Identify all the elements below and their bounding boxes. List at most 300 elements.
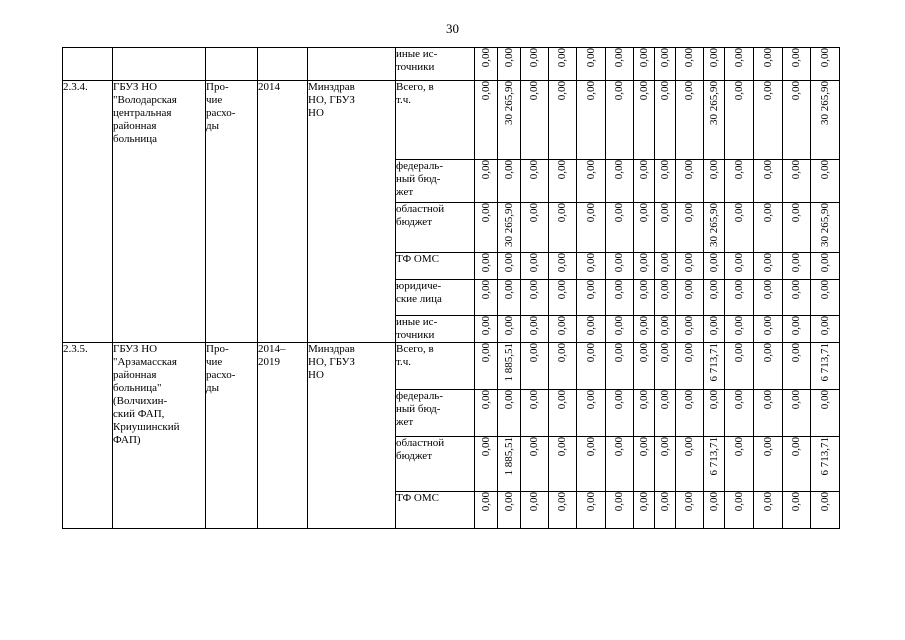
amount-value: 0,00 <box>707 253 720 273</box>
amount-cell <box>521 390 549 437</box>
amount-cell <box>754 203 783 253</box>
amount-value: 0,00 <box>637 437 650 457</box>
amount-value: 0,00 <box>707 492 720 512</box>
amount-value: 0,00 <box>732 316 745 336</box>
expense-type <box>206 48 258 81</box>
amount-cell <box>704 437 725 492</box>
amount-cell <box>783 81 811 160</box>
amount-value: 0,00 <box>479 437 492 457</box>
amount-cell <box>783 343 811 390</box>
amount-cell <box>811 437 840 492</box>
amount-value: 0,00 <box>658 437 671 457</box>
amount-value: 0,00 <box>658 81 671 101</box>
executor-name <box>308 48 396 81</box>
amount-value: 0,00 <box>732 203 745 223</box>
amount-value: 30 265,90 <box>707 203 720 247</box>
amount-value: 0,00 <box>658 343 671 363</box>
amount-value: 0,00 <box>556 81 568 101</box>
amount-cell <box>725 160 754 203</box>
amount-value: 30 265,90 <box>502 203 515 247</box>
amount-cell <box>577 492 606 529</box>
amount-cell <box>475 492 498 529</box>
amount-value: 0,00 <box>584 81 597 101</box>
amount-value: 0,00 <box>790 81 802 101</box>
amount-cell <box>783 390 811 437</box>
amount-value: 0,00 <box>761 160 774 180</box>
amount-cell <box>606 280 634 316</box>
amount-cell <box>498 203 521 253</box>
amount-value: 0,00 <box>637 81 650 101</box>
amount-cell <box>634 437 655 492</box>
amount-value: 1 885,51 <box>502 437 515 476</box>
amount-cell <box>811 160 840 203</box>
amount-value: 0,00 <box>637 203 650 223</box>
amount-cell <box>549 48 577 81</box>
amount-cell <box>655 280 676 316</box>
amount-cell <box>655 48 676 81</box>
amount-cell <box>634 316 655 343</box>
amount-cell <box>606 316 634 343</box>
amount-cell <box>549 343 577 390</box>
amount-value: 0,00 <box>683 280 695 300</box>
amount-value: 0,00 <box>732 492 745 512</box>
amount-cell <box>577 280 606 316</box>
amount-value: 0,00 <box>479 48 492 68</box>
amount-cell <box>521 316 549 343</box>
amount-cell <box>549 437 577 492</box>
amount-value: 0,00 <box>528 253 540 273</box>
amount-value: 0,00 <box>479 280 492 300</box>
amount-value: 0,00 <box>637 390 650 410</box>
amount-value: 0,00 <box>790 48 802 68</box>
amount-value: 0,00 <box>613 253 625 273</box>
funding-source: иные ис- точники <box>396 48 475 81</box>
amount-cell <box>676 390 704 437</box>
amount-value: 0,00 <box>613 316 625 336</box>
amount-cell <box>634 492 655 529</box>
amount-cell <box>577 390 606 437</box>
amount-value: 0,00 <box>790 253 802 273</box>
amount-value: 0,00 <box>584 437 597 457</box>
amount-cell <box>521 280 549 316</box>
institution-name <box>113 48 206 81</box>
amount-cell <box>498 280 521 316</box>
amount-cell <box>634 253 655 280</box>
amount-value: 0,00 <box>658 280 671 300</box>
amount-value: 0,00 <box>683 390 695 410</box>
amount-value: 0,00 <box>707 48 720 68</box>
amount-cell <box>725 253 754 280</box>
amount-cell <box>549 160 577 203</box>
amount-cell <box>655 81 676 160</box>
amount-value: 0,00 <box>556 48 568 68</box>
amount-cell <box>676 203 704 253</box>
amount-cell <box>655 390 676 437</box>
amount-cell <box>676 253 704 280</box>
amount-value: 0,00 <box>707 280 720 300</box>
amount-cell <box>475 343 498 390</box>
amount-cell <box>754 48 783 81</box>
amount-value: 0,00 <box>732 280 745 300</box>
amount-value: 0,00 <box>613 437 625 457</box>
funding-source: ТФ ОМС <box>396 253 475 280</box>
executor-name: Минздрав НО, ГБУЗ НО <box>308 81 396 343</box>
amount-cell <box>704 492 725 529</box>
amount-value: 0,00 <box>479 203 492 223</box>
funding-source: юридиче- ские лица <box>396 280 475 316</box>
amount-value: 0,00 <box>479 492 492 512</box>
funding-source: Всего, в т.ч. <box>396 343 475 390</box>
amount-value: 0,00 <box>528 492 540 512</box>
amount-cell <box>676 492 704 529</box>
table-row <box>63 48 840 81</box>
amount-value: 0,00 <box>761 203 774 223</box>
amount-value: 0,00 <box>790 160 802 180</box>
amount-value: 0,00 <box>613 343 625 363</box>
amount-cell <box>549 81 577 160</box>
amount-value: 30 265,90 <box>502 81 515 125</box>
amount-cell <box>783 48 811 81</box>
funding-source: иные ис- точники <box>396 316 475 343</box>
amount-cell <box>754 316 783 343</box>
amount-cell <box>549 253 577 280</box>
amount-cell <box>577 160 606 203</box>
amount-value: 0,00 <box>790 203 802 223</box>
funding-source: областной бюджет <box>396 437 475 492</box>
amount-value: 0,00 <box>658 48 671 68</box>
amount-cell <box>606 48 634 81</box>
amount-value: 0,00 <box>790 316 802 336</box>
amount-value: 30 265,90 <box>707 81 720 125</box>
amount-value: 0,00 <box>683 203 695 223</box>
amount-cell <box>577 316 606 343</box>
amount-cell <box>521 81 549 160</box>
amount-cell <box>606 390 634 437</box>
amount-cell <box>655 437 676 492</box>
amount-value: 0,00 <box>790 280 802 300</box>
amount-value: 0,00 <box>761 48 774 68</box>
amount-value: 0,00 <box>502 316 515 336</box>
amount-value: 0,00 <box>502 48 515 68</box>
amount-value: 0,00 <box>613 81 625 101</box>
amount-value: 0,00 <box>732 343 745 363</box>
amount-value: 0,00 <box>528 81 540 101</box>
amount-cell <box>606 160 634 203</box>
amount-cell <box>634 160 655 203</box>
amount-cell <box>655 343 676 390</box>
amount-cell <box>655 492 676 529</box>
amount-cell <box>549 492 577 529</box>
amount-value: 0,00 <box>818 253 831 273</box>
amount-value: 0,00 <box>584 492 597 512</box>
amount-cell <box>498 492 521 529</box>
amount-cell <box>754 437 783 492</box>
amount-cell <box>498 390 521 437</box>
amount-value: 0,00 <box>584 316 597 336</box>
amount-value: 0,00 <box>528 280 540 300</box>
amount-value: 6 713,71 <box>818 343 831 382</box>
amount-value: 0,00 <box>528 48 540 68</box>
amount-cell <box>475 203 498 253</box>
amount-value: 0,00 <box>613 280 625 300</box>
funding-source: Всего, в т.ч. <box>396 81 475 160</box>
amount-value: 0,00 <box>683 437 695 457</box>
amount-cell <box>634 203 655 253</box>
amount-value: 0,00 <box>818 390 831 410</box>
amount-value: 0,00 <box>556 253 568 273</box>
amount-value: 0,00 <box>761 316 774 336</box>
amount-cell <box>704 203 725 253</box>
amount-cell <box>521 437 549 492</box>
amount-value: 0,00 <box>683 81 695 101</box>
amount-cell <box>754 492 783 529</box>
amount-value: 0,00 <box>556 492 568 512</box>
amount-value: 0,00 <box>584 343 597 363</box>
amount-cell <box>521 343 549 390</box>
amount-value: 0,00 <box>818 492 831 512</box>
amount-value: 0,00 <box>528 390 540 410</box>
amount-cell <box>676 316 704 343</box>
amount-value: 0,00 <box>761 81 774 101</box>
amount-cell <box>704 390 725 437</box>
amount-value: 0,00 <box>707 160 720 180</box>
amount-cell <box>704 160 725 203</box>
amount-cell <box>577 48 606 81</box>
amount-cell <box>783 437 811 492</box>
amount-cell <box>577 253 606 280</box>
amount-value: 0,00 <box>732 160 745 180</box>
amount-cell <box>549 280 577 316</box>
amount-cell <box>754 280 783 316</box>
amount-cell <box>606 253 634 280</box>
amount-cell <box>676 280 704 316</box>
amount-cell <box>754 160 783 203</box>
amount-value: 0,00 <box>658 492 671 512</box>
amount-value: 0,00 <box>658 203 671 223</box>
amount-value: 0,00 <box>761 280 774 300</box>
amount-value: 0,00 <box>732 81 745 101</box>
amount-cell <box>725 316 754 343</box>
amount-cell <box>676 437 704 492</box>
amount-cell <box>783 253 811 280</box>
amount-value: 0,00 <box>761 343 774 363</box>
funding-source: федераль- ный бюд- жет <box>396 390 475 437</box>
amount-cell <box>606 203 634 253</box>
amount-value: 0,00 <box>683 253 695 273</box>
amount-cell <box>577 203 606 253</box>
amount-value: 0,00 <box>613 492 625 512</box>
amount-value: 0,00 <box>818 316 831 336</box>
amount-value: 0,00 <box>732 48 745 68</box>
amount-value: 0,00 <box>761 437 774 457</box>
amount-value: 0,00 <box>658 160 671 180</box>
amount-cell <box>475 253 498 280</box>
project-years: 2014 <box>258 81 308 343</box>
amount-value: 0,00 <box>613 203 625 223</box>
amount-cell <box>577 437 606 492</box>
project-years <box>258 48 308 81</box>
amount-value: 0,00 <box>556 437 568 457</box>
amount-value: 0,00 <box>502 280 515 300</box>
amount-cell <box>498 48 521 81</box>
amount-cell <box>704 81 725 160</box>
amount-value: 0,00 <box>528 316 540 336</box>
amount-cell <box>634 343 655 390</box>
amount-value: 0,00 <box>584 280 597 300</box>
project-years: 2014– 2019 <box>258 343 308 529</box>
amount-cell <box>475 81 498 160</box>
amount-value: 0,00 <box>613 390 625 410</box>
funding-source: федераль- ный бюд- жет <box>396 160 475 203</box>
amount-cell <box>521 253 549 280</box>
amount-cell <box>606 81 634 160</box>
amount-cell <box>725 48 754 81</box>
amount-cell <box>634 81 655 160</box>
amount-value: 0,00 <box>556 203 568 223</box>
amount-value: 0,00 <box>479 160 492 180</box>
amount-cell <box>725 203 754 253</box>
amount-value: 0,00 <box>556 343 568 363</box>
amount-cell <box>549 390 577 437</box>
amount-value: 0,00 <box>707 390 720 410</box>
amount-cell <box>498 160 521 203</box>
institution-name: ГБУЗ НО "Володарская центральная районная больница <box>113 81 206 343</box>
amount-cell <box>783 316 811 343</box>
amount-value: 0,00 <box>613 48 625 68</box>
amount-cell <box>634 390 655 437</box>
amount-cell <box>676 160 704 203</box>
expense-type: Про- чие расхо- ды <box>206 343 258 529</box>
amount-cell <box>475 160 498 203</box>
amount-cell <box>725 492 754 529</box>
amount-value: 0,00 <box>683 492 695 512</box>
project-number: 2.3.5. <box>63 343 113 529</box>
amount-value: 0,00 <box>502 253 515 273</box>
amount-value: 0,00 <box>528 160 540 180</box>
amount-value: 6 713,71 <box>707 343 720 382</box>
amount-cell <box>498 437 521 492</box>
amount-cell <box>704 280 725 316</box>
amount-value: 0,00 <box>556 160 568 180</box>
amount-cell <box>811 203 840 253</box>
executor-name: Минздрав НО, ГБУЗ НО <box>308 343 396 529</box>
amount-value: 0,00 <box>683 160 695 180</box>
amount-cell <box>655 253 676 280</box>
amount-cell <box>475 316 498 343</box>
amount-cell <box>475 437 498 492</box>
amount-value: 0,00 <box>528 437 540 457</box>
amount-cell <box>783 492 811 529</box>
amount-cell <box>704 343 725 390</box>
amount-value: 0,00 <box>637 316 650 336</box>
amount-cell <box>811 343 840 390</box>
amount-cell <box>549 316 577 343</box>
amount-cell <box>811 48 840 81</box>
amount-cell <box>634 48 655 81</box>
amount-value: 0,00 <box>479 390 492 410</box>
table-row <box>63 343 840 390</box>
amount-cell <box>704 253 725 280</box>
amount-value: 0,00 <box>502 160 515 180</box>
amount-value: 0,00 <box>479 253 492 273</box>
amount-value: 0,00 <box>761 390 774 410</box>
amount-value: 0,00 <box>613 160 625 180</box>
amount-cell <box>783 203 811 253</box>
amount-value: 0,00 <box>790 492 802 512</box>
amount-cell <box>577 343 606 390</box>
amount-value: 0,00 <box>658 316 671 336</box>
institution-name: ГБУЗ НО "Арзамасская районная больница" (Волчихин- ский ФАП, Криушинский ФАП) <box>113 343 206 529</box>
amount-value: 0,00 <box>683 316 695 336</box>
amount-value: 0,00 <box>479 316 492 336</box>
amount-cell <box>549 203 577 253</box>
amount-value: 0,00 <box>818 48 831 68</box>
amount-cell <box>655 203 676 253</box>
amount-value: 0,00 <box>479 81 492 101</box>
amount-cell <box>783 280 811 316</box>
amount-value: 1 885,51 <box>502 343 515 382</box>
funding-source: ТФ ОМС <box>396 492 475 529</box>
amount-cell <box>676 48 704 81</box>
amount-value: 0,00 <box>658 390 671 410</box>
funding-source: областной бюджет <box>396 203 475 253</box>
amount-cell <box>676 343 704 390</box>
amount-cell <box>521 48 549 81</box>
amount-cell <box>521 160 549 203</box>
amount-cell <box>606 437 634 492</box>
table-row <box>63 81 840 160</box>
amount-cell <box>475 390 498 437</box>
project-number <box>63 48 113 81</box>
amount-cell <box>754 253 783 280</box>
amount-value: 0,00 <box>584 160 597 180</box>
amount-cell <box>475 280 498 316</box>
amount-value: 0,00 <box>502 492 515 512</box>
amount-value: 0,00 <box>732 390 745 410</box>
amount-value: 0,00 <box>707 316 720 336</box>
page-number: 30 <box>446 21 459 36</box>
amount-cell <box>498 253 521 280</box>
amount-cell <box>725 81 754 160</box>
amount-value: 0,00 <box>818 160 831 180</box>
amount-value: 0,00 <box>683 48 695 68</box>
amount-cell <box>498 81 521 160</box>
amount-cell <box>475 48 498 81</box>
amount-value: 0,00 <box>584 203 597 223</box>
budget-table <box>62 47 840 529</box>
amount-cell <box>811 492 840 529</box>
amount-value: 0,00 <box>637 280 650 300</box>
amount-value: 0,00 <box>790 390 802 410</box>
amount-value: 0,00 <box>637 48 650 68</box>
amount-value: 0,00 <box>790 437 802 457</box>
amount-cell <box>521 492 549 529</box>
amount-cell <box>811 316 840 343</box>
amount-cell <box>676 81 704 160</box>
amount-value: 0,00 <box>584 48 597 68</box>
amount-value: 0,00 <box>556 316 568 336</box>
amount-value: 0,00 <box>732 253 745 273</box>
expense-type: Про- чие расхо- ды <box>206 81 258 343</box>
amount-value: 0,00 <box>761 253 774 273</box>
amount-cell <box>754 81 783 160</box>
amount-value: 0,00 <box>637 253 650 273</box>
amount-cell <box>655 160 676 203</box>
amount-value: 0,00 <box>528 343 540 363</box>
amount-cell <box>725 437 754 492</box>
amount-value: 0,00 <box>658 253 671 273</box>
amount-cell <box>606 343 634 390</box>
